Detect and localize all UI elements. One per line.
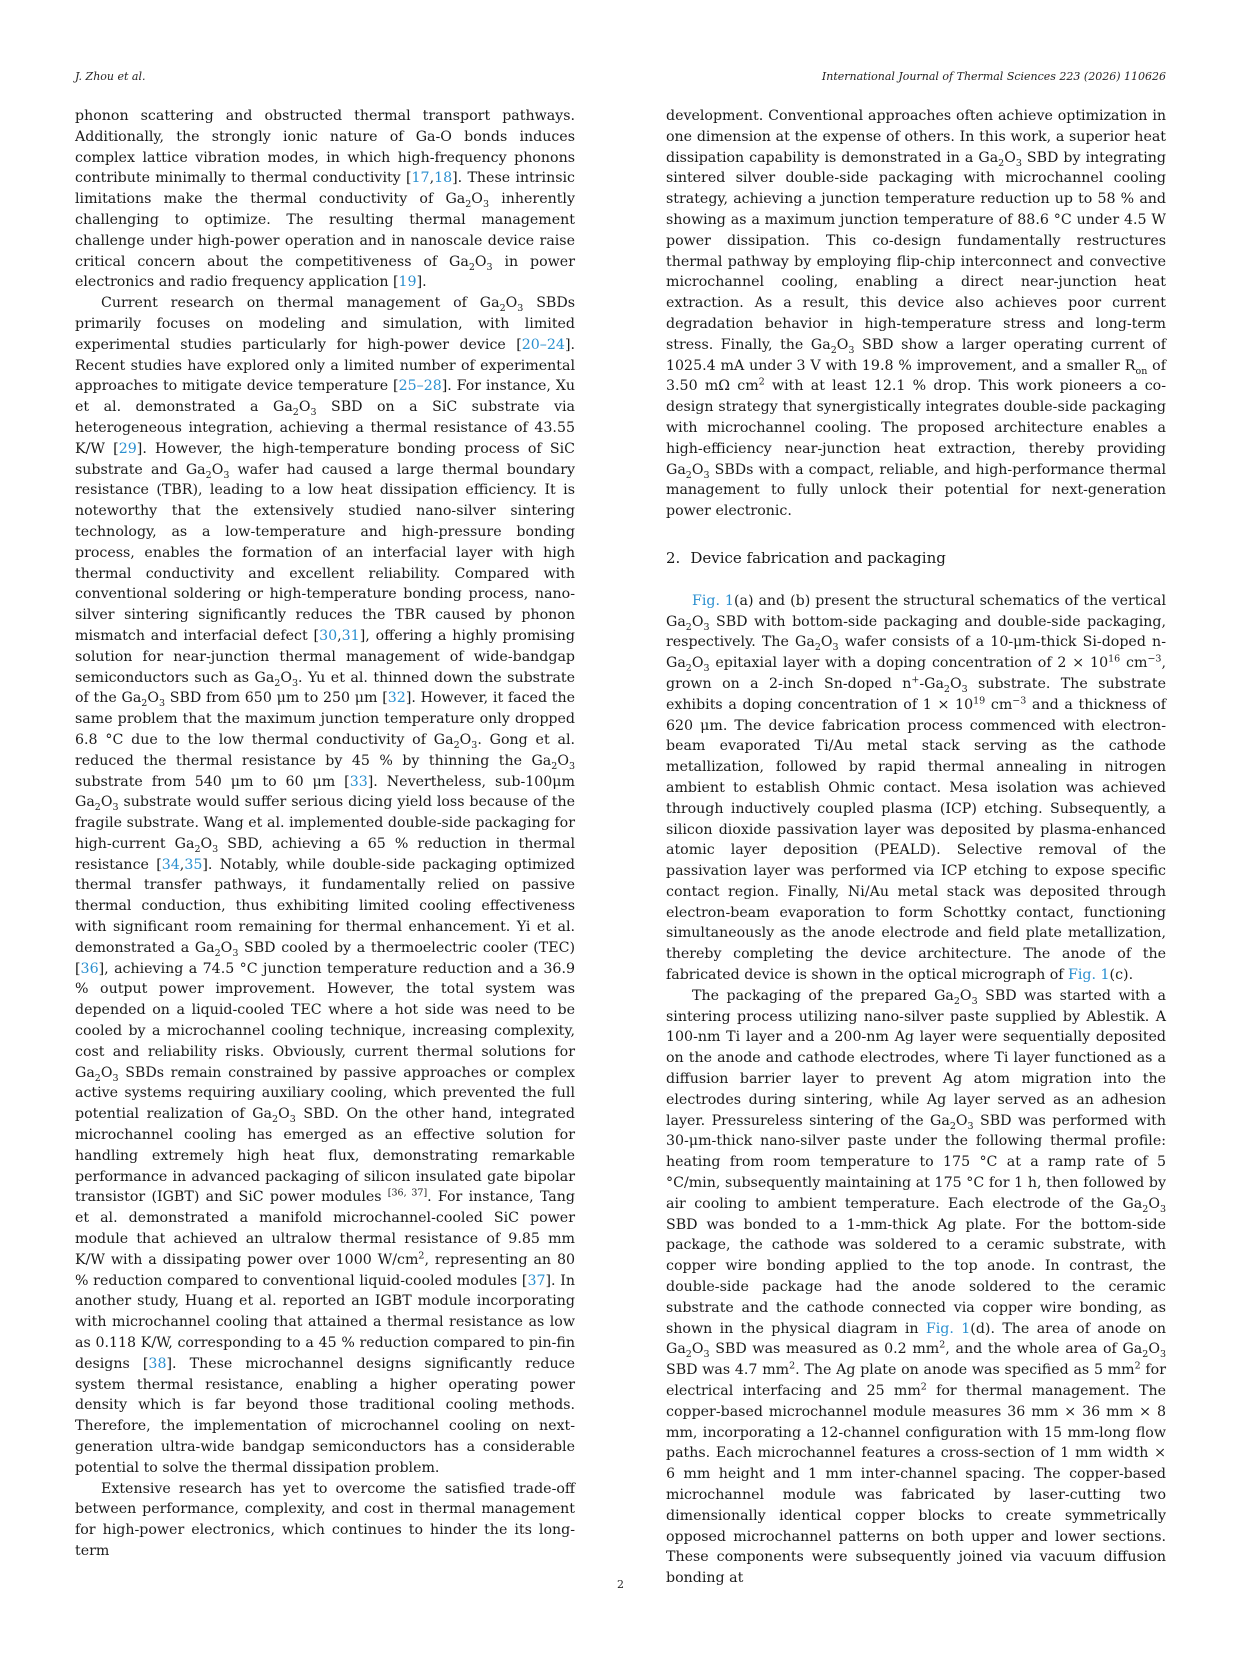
paragraph: Current research on thermal management of $Ga_2O_3$ SBDs primarily focuses on modeling and simulation, with limited experimental studies particularly for high-power device [20–24]. Recent studies have explored only a limited number of experimental approaches to mitigate device temperature [25–28]. For instance, Xu et al. demonstrated a $Ga_2O_3$ SBD on a SiC substrate via heterogeneous integration, achieving a thermal resistance of 43.55 K/W [29]. However, the high-temperature bonding process of SiC substrate and $Ga_2O_3$ wafer had caused a large thermal boundary resistance (TBR), leading to a low heat dissipation efficiency. It is noteworthy that the extensively studied nano-silver sintering technology, as a low-temperature and high-pressure bonding process, enables the formation of an interfacial layer with high thermal conductivity and excellent reliability. Compared with conventional soldering or high-temperature bonding process, nano-silver sintering significantly reduces the TBR caused by phonon mismatch and interfacial defect [30,31], offering a highly promising solution for near-junction thermal management of wide-bandgap semiconductors such as $Ga_2O_3$. Yu et al. thinned down the substrate of the $Ga_2O_3$ SBD from 650 μm to 250 μm [32]. However, it faced the same problem that the maximum junction temperature only dropped 6.8 °C due to the low thermal conductivity of $Ga_2O_3$. Gong et al. reduced the thermal resistance by 45 % by thinning the $Ga_2O_3$ substrate from 540 μm to 60 μm [33]. Nevertheless, sub-100μm $Ga_2O_3$ substrate would suffer serious dicing yield loss because of the fragile substrate. Wang et al. implemented double-side packaging for high-current $Ga_2O_3$ SBD, achieving a 65 % reduction in thermal resistance [34,35]. Notably, while double-side packaging optimized thermal transfer pathways, it fundamentally relied on passive thermal conduction, thus exhibiting limited cooling effectiveness with significant room remaining for thermal enhancement. Yi et al. demonstrated a $Ga_2O_3$ SBD cooled by a thermoelectric cooler (TEC) [36], achieving a 74.5 °C junction temperature reduction and a 36.9 % output power improvement. However, the total system was depended on a liquid-cooled TEC where a hot side was need to be cooled by a microchannel cooling technique, increasing complexity, cost and reliability risks. Obviously, current thermal solutions for $Ga_2O_3$ SBDs remain constrained by passive approaches or complex active systems requiring auxiliary cooling, which prevented the full potential realization of $Ga_2O_3$ SBD. On the other hand, integrated microchannel cooling has emerged as an effective solution for handling extremely high heat flux, demonstrating remarkable performance in advanced packaging of silicon insulated gate bipolar transistor (IGBT) and SiC power modules [36, 37]. For instance, Tang et al. demonstrated a manifold microchannel-cooled SiC power module that achieved an ultralow thermal resistance of 9.85 mm K/W with a dissipating power over 1000 $W/cm^2$, representing an 80 % reduction compared to conventional liquid-cooled modules [37]. In another study, Huang et al. reported an IGBT module incorporating with microchannel cooling that attained a thermal resistance as low as 0.118 K/W, corresponding to a 45 % reduction compared to pin-fin designs [38]. These microchannel designs significantly reduce system thermal resistance, enabling a higher operating power density which is far beyond those traditional cooling methods. Therefore, the implementation of microchannel cooling on next-generation ultra-wide bandgap semiconductors has a considerable potential to solve the thermal dissipation problem. xyxy=(75,295,576,1476)
citation-link[interactable]: 31 xyxy=(341,627,360,644)
citation-link[interactable]: 17 xyxy=(411,170,430,187)
section-heading xyxy=(666,548,1166,569)
citation-link[interactable]: 37 xyxy=(527,1272,546,1289)
paragraph: Extensive research has yet to overcome the satisfied trade-off between performance, complexity, and cost in thermal management for high-power electronics, which continues to hinder the its long-term xyxy=(75,1480,575,1559)
running-head-authors: J. Zhou et al. xyxy=(75,70,146,83)
paragraph: Fig. 1(a) and (b) present the structural schematics of the vertical $Ga_2O_3$ SBD with bottom-side packaging and double-side packaging, respectively. The $Ga_2O_3$ wafer consists of a 10-μm-thick Si-doped $n-Ga_2O_3$ epitaxial layer with a doping concentration of $2 \times 10^{16}$ $cm^{-3}$, grown on a 2-inch Sn-doped $n^+-Ga_2O_3$ substrate. The substrate exhibits a doping concentration of $1 \times 10^{19}$ $cm^{-3}$ and a thickness of 620 μm. The device fabrication process commenced with electron-beam evaporated Ti/Au metal stack serving as the cathode metallization, followed by rapid thermal annealing in nitrogen ambient to establish Ohmic contact. Mesa isolation was achieved through inductively coupled plasma (ICP) etching. Subsequently, a silicon dioxide passivation layer was deposited by plasma-enhanced atomic layer deposition (PEALD). Selective removal of the passivation layer was performed via ICP etching to expose specific contact region. Finally, Ni/Au metal stack was deposited through electron-beam evaporation to form Schottky contact, functioning simultaneously as the anode electrode and field plate metallization, thereby completing the device architecture. The anode of the fabricated device is shown in the optical micrograph of Fig. 1(c). xyxy=(666,592,1166,984)
citation-link[interactable]: 38 xyxy=(148,1355,167,1372)
page-number: 2 xyxy=(617,1578,624,1591)
citation-link[interactable]: 32 xyxy=(387,690,406,707)
paragraph: development. Conventional approaches often achieve optimization in one dimension at the expense of others. In this work, a superior heat dissipation capability is demonstrated in a $Ga_2O_3$ SBD by integrating sintered silver double-side packaging with microchannel cooling strategy, achieving a junction temperature reduction up to 58 % and showing as a maximum junction temperature of 88.6 °C under 4.5 W power dissipation. This co-design fundamentally restructures thermal pathway by employing flip-chip interconnect and convective microchannel cooling, enabling a direct near-junction heat extraction. As a result, this device also achieves poor current degradation behavior in high-temperature stress and long-term stress. Finally, the $Ga_2O_3$ SBD show a larger operating current of 1025.4 mA under 3 V with 19.8 % improvement, and a smaller $R_{on}$ of 3.50 mΩ $cm^2$ with at least 12.1 % drop. This work pioneers a co-design strategy that synergistically integrates double-side packaging with microchannel cooling. The proposed architecture enables a high-efficiency near-junction heat extraction, thereby providing $Ga_2O_3$ SBDs with a compact, reliable, and high-performance thermal management to fully unlock their potential for next-generation power electronic. xyxy=(666,108,1166,520)
citation-link[interactable]: 20–24 xyxy=(521,336,565,353)
running-head-journal: International Journal of Thermal Sciences 223 (2026) 110626 xyxy=(821,70,1166,83)
figure-link[interactable]: Fig. 1 xyxy=(692,592,734,609)
citation-link[interactable]: 25–28 xyxy=(398,378,442,395)
citation-link[interactable]: 35 xyxy=(184,856,203,873)
section-title: Device fabrication and packaging xyxy=(690,548,946,567)
running-head xyxy=(75,70,1166,83)
paragraph: phonon scattering and obstructed thermal transport pathways. Additionally, the strongly ionic nature of Ga-O bonds induces complex lattice vibration modes, in which high-frequency phonons contribute minimally to thermal conductivity [17,18]. These intrinsic limitations make the thermal conductivity of $Ga_2O_3$ inherently challenging to optimize. The resulting thermal management challenge under high-power operation and in nanoscale device raise critical concern about the competitiveness of $Ga_2O_3$ in power electronics and radio frequency application [19]. xyxy=(75,108,575,291)
citation-link[interactable]: 34 xyxy=(161,856,180,873)
paragraph: The packaging of the prepared $Ga_2O_3$ SBD was started with a sintering process utilizing nano-silver paste supplied by Ablestik. A 100-nm Ti layer and a 200-nm Ag layer were sequentially deposited on the anode and cathode electrodes, where Ti layer functioned as a diffusion barrier layer to prevent Ag atom migration into the electrodes during sintering, while Ag layer served as an adhesion layer. Pressureless sintering of the $Ga_2O_3$ SBD was performed with 30-μm-thick nano-silver paste under the following thermal profile: heating from room temperature to 175 °C at a ramp rate of 5 °C/min, subsequently maintaining at 175 °C for 1 h, then followed by air cooling to ambient temperature. Each electrode of the $Ga_2O_3$ SBD was bonded to a 1-mm-thick Ag plate. For the bottom-side package, the cathode was soldered to a ceramic substrate, with copper wire bonding applied to the top anode. In contrast, the double-side package had the anode soldered to the ceramic substrate and the cathode connected via copper wire bonding, as shown in the physical diagram in Fig. 1(d). The area of anode on $Ga_2O_3$ SBD was measured as 0.2 $mm^2$, and the whole area of $Ga_2O_3$ SBD was 4.7 $mm^2$. The Ag plate on anode was specified as 5 $mm^2$ for electrical interfacing and 25 $mm^2$ for thermal management. The copper-based microchannel module measures 36 mm × 36 mm × 8 mm, incorporating a 12-channel configuration with 15 mm-long flow paths. Each microchannel features a cross-section of 1 mm width × 6 mm height and 1 mm inter-channel spacing. The copper-based microchannel module was fabricated by laser-cutting two dimensionally identical copper blocks to create symmetrically opposed microchannel patterns on both upper and lower sections. These components were subsequently joined via vacuum diffusion bonding at xyxy=(666,987,1167,1587)
citation-link[interactable]: 19 xyxy=(398,274,417,291)
body-columns xyxy=(75,106,1166,1589)
left-column xyxy=(75,106,575,1589)
citation-link[interactable]: 18 xyxy=(434,170,453,187)
figure-link[interactable]: Fig. 1 xyxy=(1068,967,1110,984)
citation-link[interactable]: 36 xyxy=(80,960,99,977)
citation-superscript: [36, 37] xyxy=(387,1187,428,1199)
section-number: 2. xyxy=(666,548,681,567)
right-column xyxy=(666,106,1166,1589)
figure-link[interactable]: Fig. 1 xyxy=(925,1320,971,1337)
citation-link[interactable]: 30 xyxy=(319,627,338,644)
citation-link[interactable]: 33 xyxy=(349,773,368,790)
citation-link[interactable]: 29 xyxy=(118,440,137,457)
